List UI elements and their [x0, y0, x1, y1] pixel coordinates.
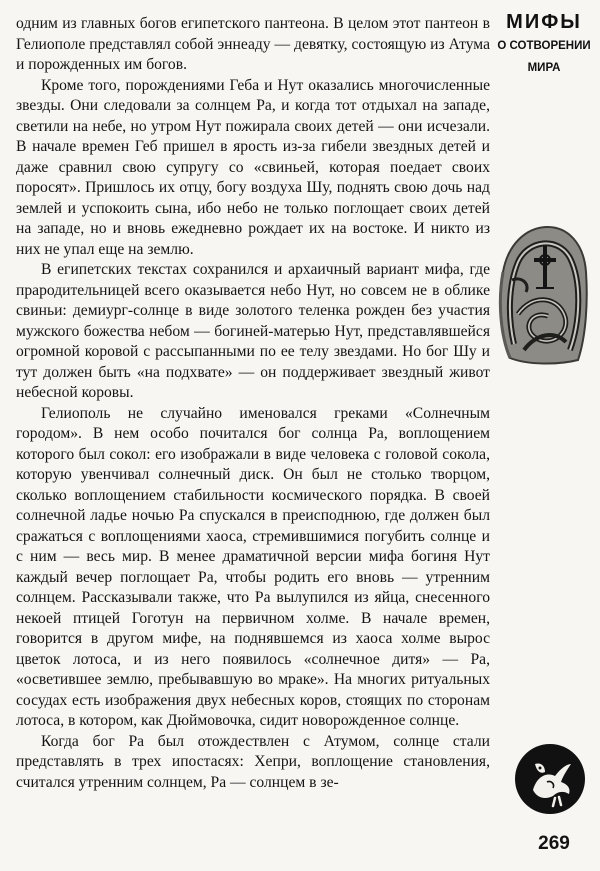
- section-subtitle-line-2: МИРА: [527, 62, 561, 74]
- page-number: 269: [538, 833, 570, 854]
- section-heading: [494, 10, 594, 78]
- paragraph-5: Когда бог Ра был отождествлен с Атумом, солнце стали представлять в трех ипостасях: Хепри, воплощение становления, считался утренним солнцем, Ра — солнцем в зе-: [16, 732, 490, 791]
- bird-emblem-icon: [513, 742, 587, 816]
- paragraph-2: Кроме того, порождениями Геба и Нут оказались многочисленные звезды. Они следовали за солнцем Ра, и когда тот отдыхал на западе, светили на небе, но утром Нут пожирала своих детей — они исчезали. В начале времен Геб пришел в ярость из-за гибели звездных детей и даже сравнил свою супругу со «свиньей, которая поедает своих поросят». Пришлось их отцу, богу воздуха Шу, поднять свою дочь над землей и успокоить сына, ибо небо не только поглощает своих детей на западе, но и вновь ежедневно рождает их на востоке. И никто из них не упал еще на землю.: [16, 76, 490, 258]
- paragraph-3: В египетских текстах сохранился и архаичный вариант мифа, где прародительницей всего оказывается небо Нут, но совсем не в облике свиньи: демиург-солнце в виде золотого теленка рожден без участия мужского божества небом — богиней-матерью Нут, представлявшейся огромной коровой с рассыпанными по ее телу звездами. Но бог Шу и тут должен быть «на подхвате» — он поддерживает звездный живот небесной коровы.: [16, 261, 490, 401]
- runestone-icon: [496, 222, 591, 367]
- section-title: МИФЫ: [506, 11, 582, 33]
- section-subtitle-line-1: О СОТВОРЕНИИ: [497, 40, 591, 52]
- paragraph-1: одним из главных богов египетского пантеона. В целом этот пантеон в Гелиополе представлял собой эннеаду — девятку, состоящую из Атума и порожденных им богов.: [16, 15, 490, 73]
- body-text: [16, 14, 490, 793]
- paragraph-4: Гелиополь не случайно именовался греками «Солнечным городом». В нем особо почитался бог солнца Ра, воплощением которого был сокол: его изображали в виде человека с головой сокола, которую увенчивал солнечный диск. Он был не столько творцом, сколько воплощением стабильности космического порядка. В своей солнечной ладье ночью Ра спускался в преисподнюю, где должен был сражаться с воплощениями хаоса, стремившимися погубить солнце и с ним — весь мир. В менее драматичной версии мифа богиня Нут каждый вечер поглощает Ра, чтобы родить его вновь — утренним солнцем. Рассказывали также, что Ра вылупился из яйца, снесенного некоей птицей Гоготун на первичном холме. В начале времен, говорится в другом мифе, на поднявшемся из хаоса холме вырос цветок лотоса, и из него появилось «солнечное дитя» — Ра, «осветившее землю, пребывавшую во мраке». На многих ритуальных сосудах есть изображения двух небесных коров, стоящих по сторонам лотоса, в котором, как Дюймовочка, сидит новорожденное солнце.: [16, 404, 490, 729]
